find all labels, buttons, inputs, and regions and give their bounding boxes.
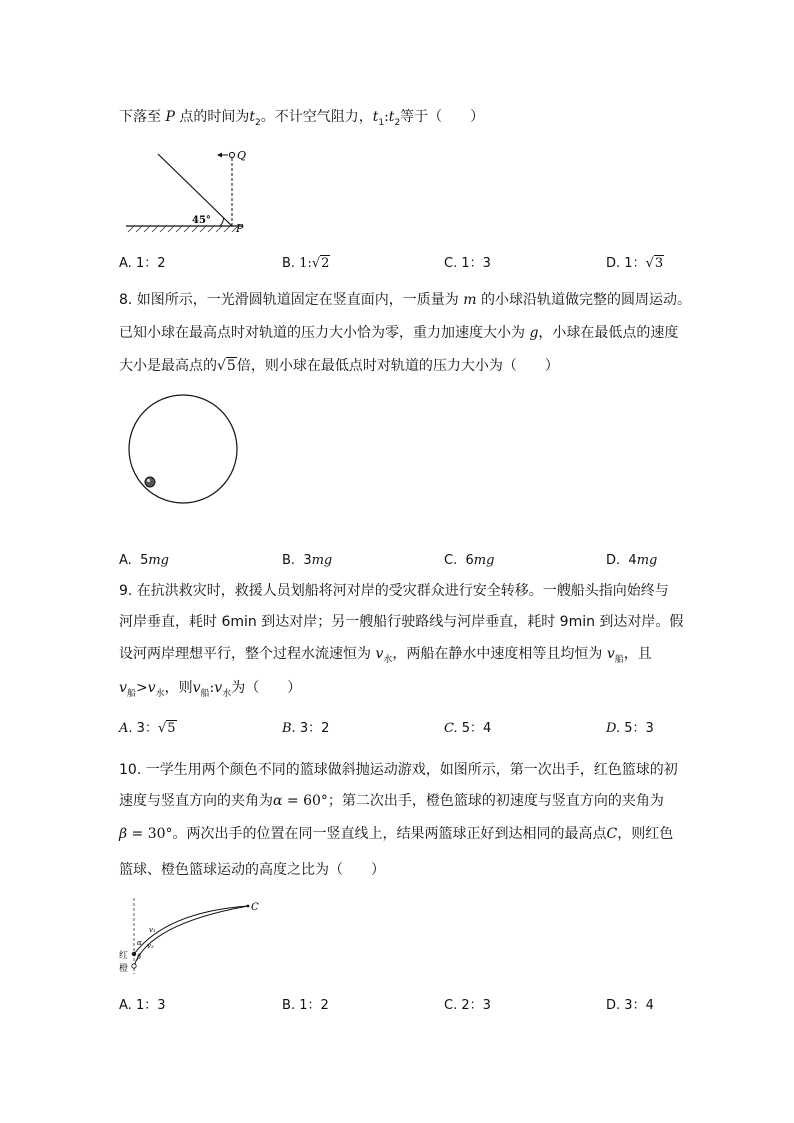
q9-line-1: 9. 在抗洪救灾时，救援人员划船将河对岸的受灾群众进行安全转移。一艘船头指向始终与 [119, 583, 669, 599]
label-v1: v₁ [149, 926, 156, 934]
q9-option-b[interactable]: B. 3：2 [282, 721, 330, 736]
q8-option-a[interactable]: A. 5mg [119, 553, 169, 568]
q8-option-b[interactable]: B. 3mg [282, 553, 333, 568]
label-c: C [251, 902, 259, 913]
ground-hatching [128, 226, 238, 232]
q7-option-d[interactable]: D. 1：√3 [606, 256, 664, 271]
label-red: 红 [119, 951, 129, 961]
q7-stem: 下落至 P 点的时间为$t_2$。不计空气阻力，$t_1:t_2$等于（ ） [119, 109, 485, 128]
orange-ball [132, 964, 136, 968]
ball [145, 477, 155, 487]
q8-line-1: 8. 如图所示，一光滑圆轨道固定在竖直面内，一质量为 m 的小球沿轨道做完整的圆周运动。 [119, 292, 691, 308]
q10-line-2: 速度与竖直方向的夹角为α = 60°；第二次出手，橙色篮球的初速度与竖直方向的夹角为 [119, 793, 664, 809]
q10-option-b[interactable]: B. 1：2 [282, 998, 329, 1013]
q-ball [229, 152, 234, 157]
angle-label: 45° [192, 215, 211, 226]
q8-figure [126, 394, 242, 506]
label-alpha: α [137, 939, 142, 947]
q10-line-1: 10. 一学生用两个颜色不同的篮球做斜抛运动游戏，如图所示，第一次出手，红色篮球的初 [119, 762, 678, 778]
orange-trajectory [134, 906, 248, 966]
q10-option-c[interactable]: C. 2：3 [444, 998, 491, 1013]
angle-arc [220, 218, 224, 227]
q8-option-c[interactable]: C. 6mg [444, 553, 495, 568]
circular-track [129, 395, 237, 503]
q8-option-d[interactable]: D. 4mg [606, 553, 658, 568]
red-ball [132, 952, 136, 956]
q9-line-2: 河岸垂直，耗时 6min 到达对岸；另一艘船行驶路线与河岸垂直，耗时 9min 到达对岸。假 [119, 614, 684, 630]
q10-line-4: 篮球、橙色篮球运动的高度之比为（ ） [119, 862, 385, 878]
q7-option-c[interactable]: C. 1：3 [444, 256, 491, 271]
q7-option-a[interactable]: A. 1：2 [119, 256, 166, 271]
point-c [247, 905, 250, 908]
q9-option-c[interactable]: C. 5：4 [444, 721, 492, 736]
q10-option-d[interactable]: D. 3：4 [606, 998, 654, 1013]
ball-highlight [147, 479, 150, 482]
q9-option-a[interactable]: A. 3：√5 [119, 721, 176, 736]
label-v2: v₂ [147, 942, 154, 950]
q9-option-d[interactable]: D. 5：3 [606, 721, 654, 736]
arrow-head [217, 153, 222, 158]
label-beta: β [137, 953, 142, 961]
q10-line-3: β = 30°。两次出手的位置在同一竖直线上，结果两篮球正好到达相同的最高点C，则红色 [119, 826, 674, 842]
label-p: P [236, 222, 244, 235]
q7-figure [124, 146, 264, 236]
q8-line-2: 已知小球在最高点时对轨道的压力大小恰为零，重力加速度大小为 g，小球在最低点的速度 [119, 325, 679, 341]
label-orange: 橙 [119, 964, 129, 974]
q10-figure [118, 896, 268, 976]
q7-option-b[interactable]: B. 1:√2 [282, 256, 330, 271]
q9-line-3: 设河两岸理想平行，整个过程水流速恒为 $v_水$，两船在静水中速度相等且均恒为 $v_船$，且 [119, 646, 652, 665]
label-q: Q [237, 149, 247, 162]
q9-line-4: $v_船>v_水$，则$v_船:v_水$为（ ） [119, 680, 302, 699]
q8-line-3: 大小是最高点的√5倍，则小球在最低点时对轨道的压力大小为（ ） [119, 358, 559, 374]
q10-option-a[interactable]: A. 1：3 [119, 998, 166, 1013]
